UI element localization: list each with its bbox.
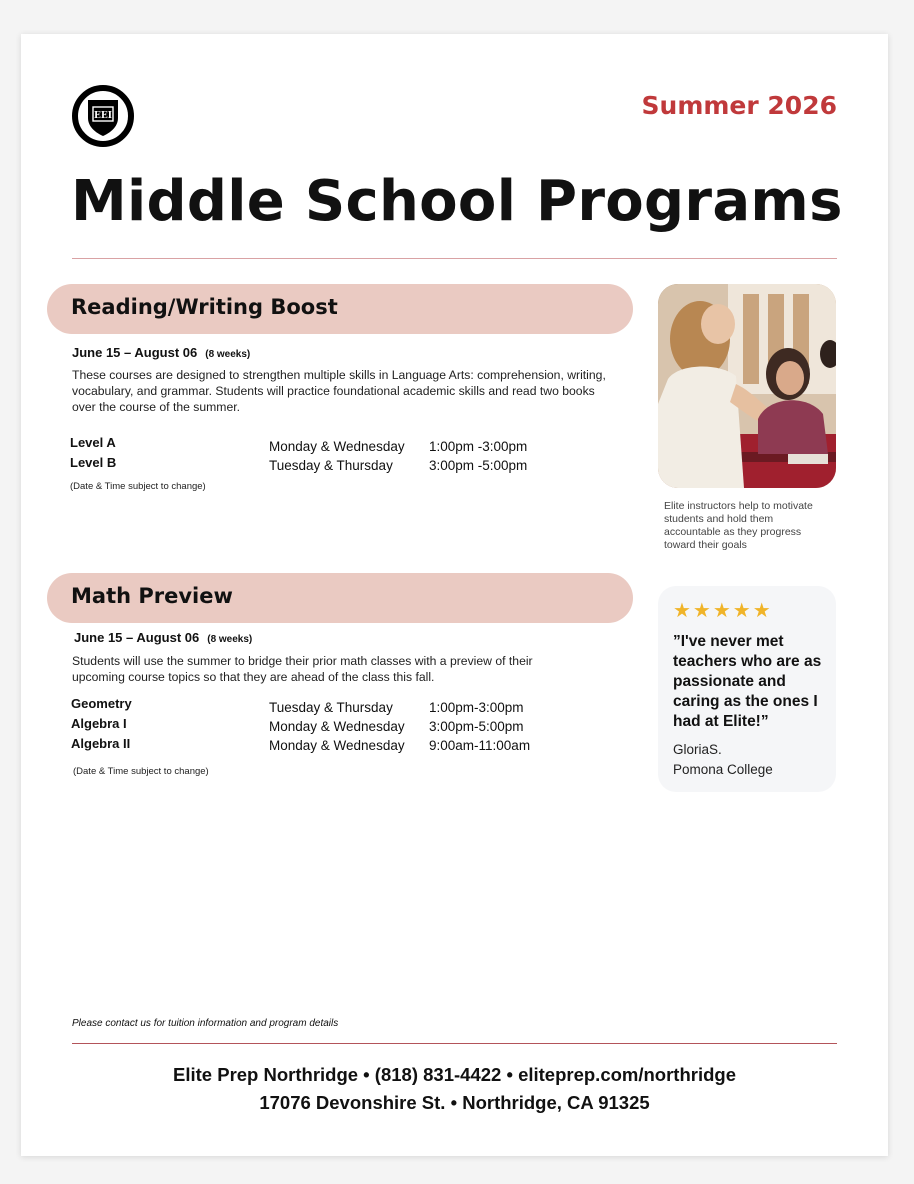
photo-caption: Elite instructors help to motivate students and hold them accountable as they progress toward their goals (664, 500, 813, 551)
footer-contact-line: Elite Prep Northridge • (818) 831-4422 • eliteprep.com/northridge (173, 1064, 736, 1085)
math-levels (71, 694, 132, 754)
reading-date-range: June 15 – August 06 (72, 345, 198, 360)
math-day-label: Tuesday & Thursday (269, 700, 393, 715)
math-level-label: Algebra II (71, 736, 131, 751)
contact-note: Please contact us for tuition information and program details (72, 1018, 339, 1029)
math-time-label: 3:00pm-5:00pm (429, 719, 524, 734)
star-rating-icon: ★★★★★ (673, 600, 773, 622)
math-days (269, 698, 405, 755)
shield-logo-icon (72, 85, 134, 147)
reading-time-label: 3:00pm -5:00pm (429, 458, 528, 473)
math-time-label: 1:00pm-3:00pm (429, 700, 524, 715)
flyer-page (21, 34, 888, 1156)
reading-day-label: Monday & Wednesday (269, 439, 405, 454)
math-time-label: 9:00am-11:00am (429, 738, 531, 753)
math-day-label: Monday & Wednesday (269, 738, 405, 753)
math-date-range: June 15 – August 06 (74, 630, 200, 645)
math-level-label: Geometry (71, 696, 132, 711)
footer-divider (72, 1043, 837, 1044)
reading-day-label: Tuesday & Thursday (269, 458, 393, 473)
reading-description: These courses are designed to strengthen multiple skills in Language Arts: comprehension, writing, vocabulary, and grammar. Students will practice foundational academic skills and read two books over the course of the summer. (72, 368, 606, 414)
math-level-label: Algebra I (71, 716, 127, 731)
reading-level-label: Level A (70, 435, 116, 450)
testimonial-card (658, 586, 836, 792)
reading-time-label: 1:00pm -3:00pm (429, 439, 528, 454)
math-description: Students will use the summer to bridge their prior math classes with a preview of their upcoming course topics so that they are ahead of the class this fall. (72, 654, 533, 684)
reading-section-header (47, 284, 633, 334)
classroom-photo (658, 284, 836, 488)
math-day-label: Monday & Wednesday (269, 719, 405, 734)
math-note: (Date & Time subject to change) (73, 766, 209, 777)
divider (72, 258, 837, 259)
reading-heading: Reading/Writing Boost (71, 295, 338, 319)
season-label: Summer 2026 (641, 91, 837, 120)
author-name: GloriaS. (673, 742, 722, 757)
math-dates (74, 630, 252, 645)
reading-days (269, 437, 405, 475)
reading-weeks: (8 weeks) (205, 349, 251, 360)
testimonial-author (673, 740, 773, 780)
testimonial-quote: ”I've never met teachers who are as passionate and caring as the ones I had at Elite!” (673, 633, 822, 730)
math-weeks: (8 weeks) (207, 634, 253, 645)
reading-dates (72, 345, 250, 360)
reading-levels (70, 433, 116, 473)
footer-address-line: 17076 Devonshire St. • Northridge, CA 91325 (259, 1092, 650, 1113)
math-section-header (47, 573, 633, 623)
math-heading: Math Preview (71, 584, 233, 608)
page-title: Middle School Programs (71, 169, 843, 234)
author-school: Pomona College (673, 762, 773, 777)
reading-note: (Date & Time subject to change) (70, 481, 206, 492)
math-times (429, 698, 530, 755)
reading-level-label: Level B (70, 455, 117, 470)
logo-text: EEI (94, 111, 112, 121)
reading-times (429, 437, 527, 475)
